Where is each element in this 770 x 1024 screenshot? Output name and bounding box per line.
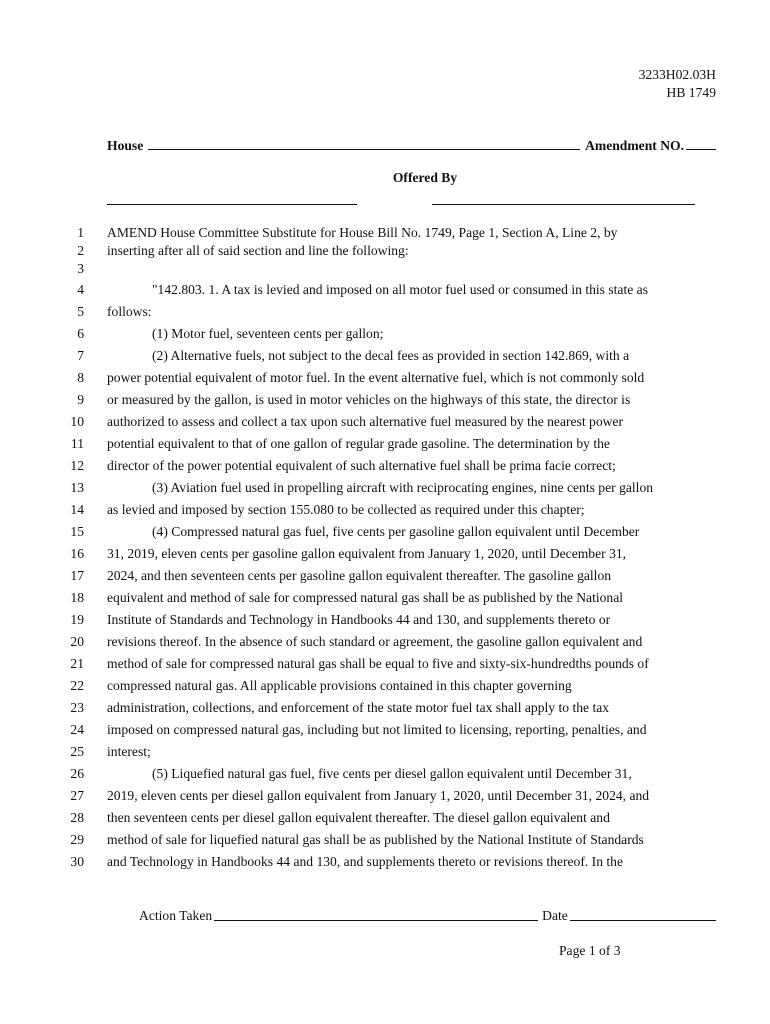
text-line: 2019, eleven cents per diesel gallon equivalent from January 1, 2020, until December 31, 2024, and [107, 788, 650, 803]
offered-by-label: Offered By [392, 170, 458, 185]
line-number: 7 [77, 348, 84, 363]
line-number: 5 [77, 304, 84, 319]
text-line: AMEND House Committee Substitute for House Bill No. 1749, Page 1, Section A, Line 2, by [107, 225, 618, 240]
line-number: 15 [70, 524, 84, 539]
text-line: compressed natural gas. All applicable provisions contained in this chapter governing [107, 678, 572, 693]
text-line: and Technology in Handbooks 44 and 130, and supplements thereto or revisions thereof. In the [107, 854, 624, 869]
date-label: Date [542, 908, 568, 923]
line-number: 9 [77, 392, 84, 407]
line-number: 3 [77, 261, 84, 276]
house-blank-line [148, 149, 580, 150]
sponsor-signature-line-right [432, 204, 695, 205]
line-number: 11 [70, 436, 84, 451]
text-line: or measured by the gallon, is used in motor vehicles on the highways of this state, the director is [107, 392, 631, 407]
text-line: (2) Alternative fuels, not subject to the decal fees as provided in section 142.869, with a [152, 348, 630, 363]
line-number: 25 [70, 744, 84, 759]
text-line: imposed on compressed natural gas, including but not limited to licensing, reporting, penalties, and [107, 722, 647, 737]
amendment-number-blank [686, 149, 716, 150]
amendment-label: Amendment NO. [585, 138, 684, 153]
line-number: 24 [70, 722, 84, 737]
action-taken-label: Action Taken [139, 908, 213, 923]
line-number: 30 [70, 854, 84, 869]
text-line: (3) Aviation fuel used in propelling aircraft with reciprocating engines, nine cents per gallon [152, 480, 654, 495]
text-line: method of sale for compressed natural gas shall be equal to five and sixty-six-hundredths pounds of [107, 656, 649, 671]
text-line: potential equivalent to that of one gallon of regular grade gasoline. The determination by the [107, 436, 610, 451]
text-line: authorized to assess and collect a tax upon such alternative fuel measured by the nearest power [107, 414, 623, 429]
text-line: director of the power potential equivalent of such alternative fuel shall be prima facie correct; [107, 458, 616, 473]
action-taken-blank-line [214, 920, 538, 921]
house-amendment-row [107, 134, 716, 154]
text-line: power potential equivalent of motor fuel. In the event alternative fuel, which is not commonly sold [107, 370, 645, 385]
text-line: follows: [107, 304, 152, 319]
text-line: method of sale for liquefied natural gas shall be as published by the National Institute of Standards [107, 832, 644, 847]
line-number: 17 [70, 568, 84, 583]
line-number: 14 [70, 502, 84, 517]
text-line: equivalent and method of sale for compressed natural gas shall be as published by the National [107, 590, 624, 605]
line-number: 1 [77, 225, 84, 240]
line-number: 2 [77, 243, 84, 258]
line-number: 10 [70, 414, 84, 429]
text-line: (4) Compressed natural gas fuel, five cents per gasoline gallon equivalent until December [152, 524, 640, 539]
bill-number: HB 1749 [666, 85, 716, 100]
text-line: as levied and imposed by section 155.080 to be collected as required under this chapter; [107, 502, 585, 517]
text-line: then seventeen cents per diesel gallon equivalent thereafter. The diesel gallon equivalent and [107, 810, 610, 825]
line-number: 13 [70, 480, 84, 495]
line-number: 19 [70, 612, 84, 627]
text-line: Institute of Standards and Technology in Handbooks 44 and 130, and supplements thereto or [107, 612, 611, 627]
line-number: 16 [70, 546, 84, 561]
text-line: interest; [107, 744, 151, 759]
text-line: 31, 2019, eleven cents per gasoline gallon equivalent from January 1, 2020, until December 31, [107, 546, 627, 561]
document-id: 3233H02.03H [638, 67, 716, 82]
line-number: 8 [77, 370, 84, 385]
line-number: 21 [70, 656, 84, 671]
line-number: 20 [70, 634, 84, 649]
line-number: 29 [70, 832, 84, 847]
text-line: inserting after all of said section and line the following: [107, 243, 409, 258]
line-number: 28 [70, 810, 84, 825]
page-number: Page 1 of 3 [559, 943, 621, 958]
text-line: administration, collections, and enforcement of the state motor fuel tax shall apply to the tax [107, 700, 610, 715]
sponsor-signature-line-left [107, 204, 357, 205]
line-number: 27 [70, 788, 84, 803]
text-line: "142.803. 1. A tax is levied and imposed on all motor fuel used or consumed in this state as [152, 282, 648, 297]
line-number: 4 [77, 282, 84, 297]
line-number: 6 [77, 326, 84, 341]
text-line: (1) Motor fuel, seventeen cents per gallon; [152, 326, 384, 341]
line-number: 26 [70, 766, 84, 781]
text-line: revisions thereof. In the absence of such standard or agreement, the gasoline gallon equivalent and [107, 634, 643, 649]
line-number: 18 [70, 590, 84, 605]
date-blank-line [570, 920, 716, 921]
line-number: 12 [70, 458, 84, 473]
line-number: 22 [70, 678, 84, 693]
text-line: (5) Liquefied natural gas fuel, five cents per diesel gallon equivalent until December 31, [152, 766, 632, 781]
line-number: 23 [70, 700, 84, 715]
house-label: House [107, 138, 144, 153]
action-taken-row [139, 906, 716, 924]
text-line: 2024, and then seventeen cents per gasoline gallon equivalent thereafter. The gasoline gallon [107, 568, 612, 583]
